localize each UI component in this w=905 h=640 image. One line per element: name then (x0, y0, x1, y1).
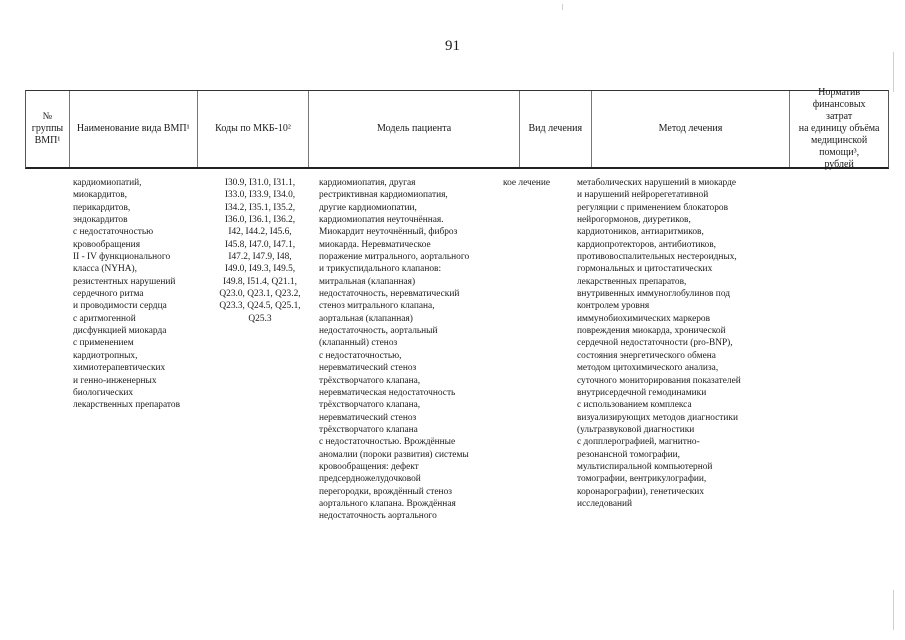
header-icd-codes: Коды по МКБ-10² (198, 91, 310, 167)
cell-icd-codes: I30.9, I31.0, I31.1, I33.0, I33.9, I34.0, I34.2, I35.1, I35.2, I36.0, I36.1, I36.2, I42, I44.2, I45.6, I45.8, I47.0, I47.1, I47.2, I47.9, I48, I49.0, I49.3, I49.5, I49.8, I51.4, Q21.1, Q23.0, Q23.1, Q23.2, Q23.3, Q24.5, Q25.1, Q25.3 (219, 178, 301, 324)
scan-edge-mark (893, 590, 894, 630)
header-treatment-method: Метод лечения (592, 91, 791, 167)
header-treatment-type: Вид лечения (520, 91, 592, 167)
cell-patient-model: кардиомиопатия, другая рестриктивная кардиомиопатия, другие кардиомиопатии, кардиомиопатия неуточнённая. Миокардит неуточнённый, фиброз миокарда. Неревматическое поражение митрального, аортального и трикуспидального клапанов: митральная (клапанная) недостаточность, неревматический стеноз митрального клапана, аортальная (клапанная) недостаточность, аортальный (клапанный) стеноз с недостаточностью, неревматический стеноз трёхстворчатого клапана, неревматическая недостаточность трёхстворчатого клапана, неревматический стеноз трёхстворчатого клапана с недостаточностью. Врождённые аномалии (пороки развития) системы кровообращения: дефект предсердножелудочковой перегородки, врождённый стеноз аортального клапана. Врождённая недостаточность аортального (319, 178, 470, 522)
scan-edge-mark (893, 52, 894, 92)
page-number: 91 (445, 38, 460, 54)
table-header (25, 87, 889, 170)
scan-edge-mark (562, 4, 563, 10)
cell-vmp-name: кардиомиопатий, миокардитов, перикардитов, эндокардитов с недостаточностью кровообращения II - IV функционального класса (NYHA), резистентных нарушений сердечного ритма и проводимости сердца с аритмогенной дисфункцией миокарда с применением кардиотропных, химиотерапевтических и генно-инженерных биологических лекарственных препаратов (73, 178, 180, 411)
header-vmp-name: Наименование вида ВМП¹ (70, 91, 198, 167)
header-financial-norm: Норматив финансовых затрат на единицу объёма медицинской помощи³, рублей (798, 87, 880, 170)
cell-treatment-type: кое лечение (503, 178, 551, 188)
header-patient-model: Модель пациента (309, 91, 520, 167)
header-group-number: № группы ВМП¹ (26, 91, 70, 167)
cell-treatment-method: метаболических нарушений в миокарде и нарушений нейрорегетативной регуляции с применением блокаторов нейрогормонов, диуретиков, кардиотоников, антиаритмиков, кардиопротекторов, антибиотиков, противовоспалительных нестероидных, гормональных и цитостатических лекарственных препаратов, внутривенных иммуноглобулинов под контролем уровня иммунобиохимических маркеров повреждения миокарда, хронической сердечной недостаточности (pro-BNP), состояния энергетического обмена методом цитохимического анализа, суточного мониторирования показателей внутрисердечной гемодинамики с использованием комплекса визуализирующих методов диагностики (ультразвуковой диагностики с допплерографией, магнитно- резонансной томографии, мультиспиральной компьютерной томографии, вентрикулографии, коронарографии), генетических исследований (577, 178, 741, 509)
